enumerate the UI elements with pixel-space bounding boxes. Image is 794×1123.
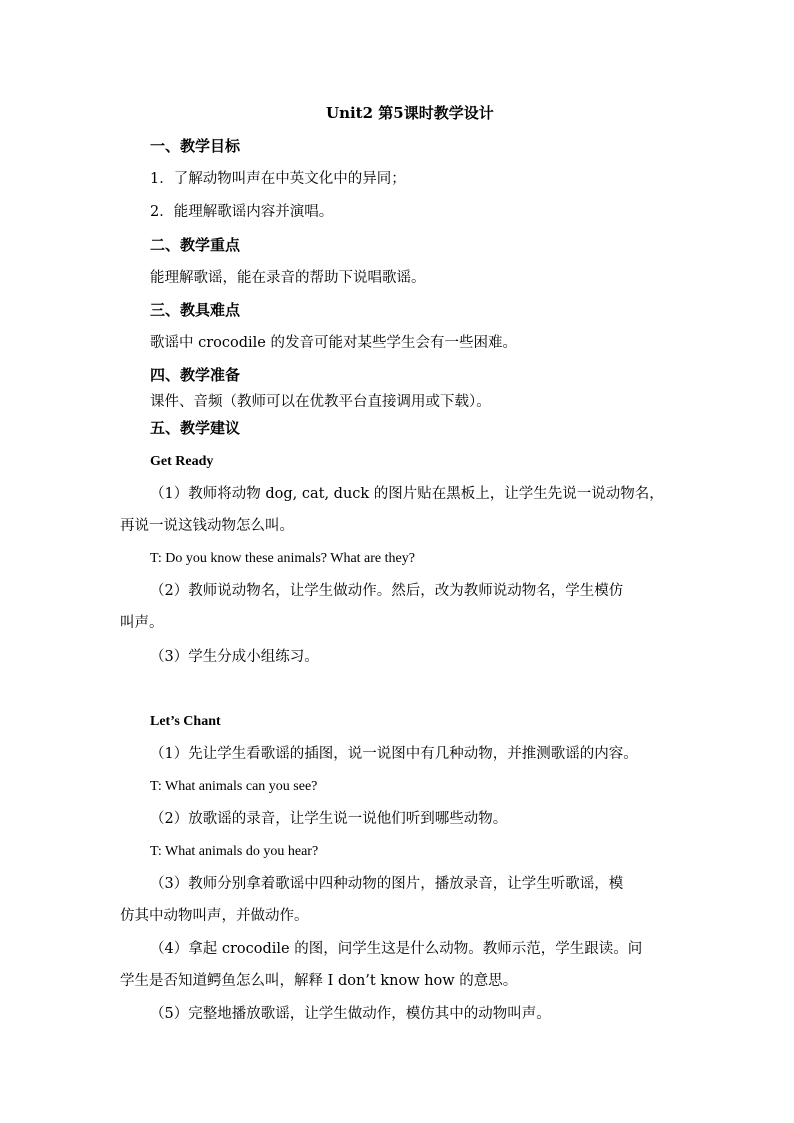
lets-chant-p2: （2）放歌谣的录音，让学生说一说他们听到哪些动物。 <box>150 811 508 827</box>
difficulties-text: 歌谣中 crocodile 的发音可能对某些学生会有一些困难。 <box>150 335 517 351</box>
section-heading-difficulties: 三、教具难点 <box>150 301 241 319</box>
lets-chant-p4-line2: 学生是否知道鳄鱼怎么叫，解释 I don’t know how 的意思。 <box>120 973 518 989</box>
get-ready-teacher-line-1: T: Do you know these animals? What are they? <box>150 551 415 566</box>
get-ready-p2-line2: 叫声。 <box>120 615 164 631</box>
lets-chant-p5: （5）完整地播放歌谣，让学生做动作，模仿其中的动物叫声。 <box>150 1006 551 1022</box>
goal-item-1: 1．了解动物叫声在中英文化中的异同； <box>150 171 406 187</box>
lets-chant-heading: Let’s Chant <box>150 714 221 729</box>
key-points-text: 能理解歌谣，能在录音的帮助下说唱歌谣。 <box>150 270 426 286</box>
get-ready-p1-line1: （1）教师将动物 dog, cat, duck 的图片贴在黑板上，让学生先说一说动物名， <box>150 486 664 502</box>
lets-chant-p3-line1: （3）教师分别拿着歌谣中四种动物的图片，播放录音，让学生听歌谣，模 <box>150 876 624 892</box>
lets-chant-teacher-line-1: T: What animals can you see? <box>150 779 318 794</box>
lets-chant-p3-line2: 仿其中动物叫声，并做动作。 <box>120 908 309 924</box>
preparation-text: 课件、音频（教师可以在优教平台直接调用或下载）。 <box>150 394 491 410</box>
get-ready-p2-line1: （2）教师说动物名，让学生做动作。然后，改为教师说动物名，学生模仿 <box>150 583 624 599</box>
get-ready-p3: （3）学生分成小组练习。 <box>150 649 319 665</box>
lets-chant-p1: （1）先让学生看歌谣的插图，说一说图中有几种动物，并推测歌谣的内容。 <box>150 746 638 762</box>
get-ready-heading: Get Ready <box>150 454 214 469</box>
section-heading-goals: 一、教学目标 <box>150 137 241 155</box>
goal-item-2: 2．能理解歌谣内容并演唱。 <box>150 204 334 220</box>
lets-chant-teacher-line-2: T: What animals do you hear? <box>150 844 319 859</box>
section-heading-key-points: 二、教学重点 <box>150 236 241 254</box>
lets-chant-p4-line1: （4）拿起 crocodile 的图，问学生这是什么动物。教师示范，学生跟读。问 <box>150 941 643 957</box>
get-ready-p1-line2: 再说一说这钱动物怎么叫。 <box>120 518 294 534</box>
section-heading-preparation: 四、教学准备 <box>150 366 241 384</box>
page-title: Unit2 第5课时教学设计 <box>326 104 494 122</box>
section-heading-suggestions: 五、教学建议 <box>150 419 241 437</box>
